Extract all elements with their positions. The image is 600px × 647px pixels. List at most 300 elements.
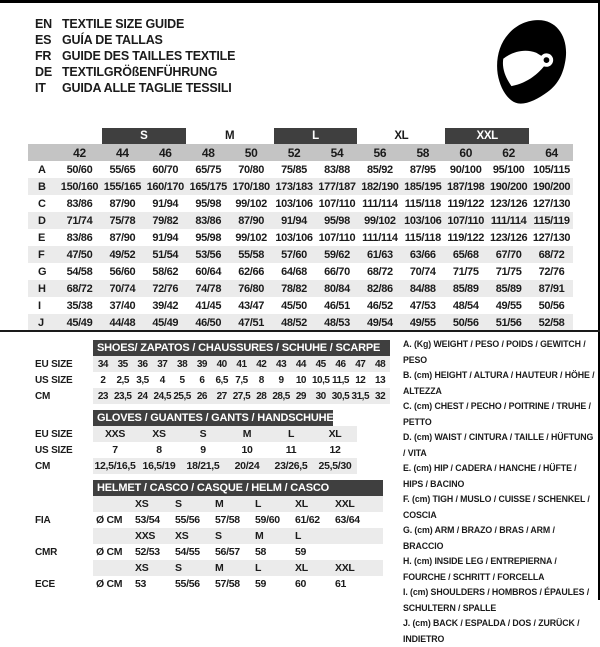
table-cell: 23,5 (113, 390, 132, 402)
table-cell: S (199, 428, 207, 440)
legend-item: A. (Kg) WEIGHT / PESO / POIDS / GEWITCH / PESO (403, 339, 586, 365)
table-cell: 12,5/16,5 (94, 460, 136, 472)
row-label: US SIZE (35, 374, 73, 386)
row-label: CM (35, 390, 51, 402)
row-label: ECE (35, 578, 55, 590)
table-cell: 10 (241, 444, 253, 456)
table-cell: 47 (355, 358, 366, 370)
table-cell: 58 (255, 546, 267, 558)
size-col-48: 48 (201, 145, 215, 160)
table-cell: 24,5 (153, 390, 172, 402)
table-cell: 8 (156, 444, 162, 456)
legend-list (403, 337, 595, 647)
table-cell: 5 (179, 374, 185, 386)
row-label: J (38, 316, 44, 329)
table-cell: 91/94 (152, 231, 179, 244)
size-group-row (28, 127, 573, 144)
table-cell: 70/80 (238, 163, 264, 176)
language-code: IT (35, 81, 46, 95)
table-cell: 55/56 (175, 514, 200, 526)
size-col-54: 54 (330, 145, 344, 160)
shoes-row (28, 356, 390, 372)
table-cell: 45/49 (152, 316, 179, 329)
gloves-table-title: GLOVES / GUANTES / GANTS / HANDSCHUHE / GUANTI (93, 410, 333, 426)
row-label: D (38, 214, 46, 227)
table-cell: 11 (285, 444, 297, 456)
table-cell: XL (328, 428, 342, 440)
table-cell: 60/70 (152, 163, 179, 176)
table-cell: 39/42 (152, 299, 179, 312)
table-cell: 57/58 (215, 514, 240, 526)
row-label: CM (35, 460, 51, 472)
table-cell: 37 (157, 358, 168, 370)
values-band (93, 372, 390, 388)
shoes-table-title: SHOES/ ZAPATOS / CHAUSSURES / SCHUHE / SCARPE (93, 340, 390, 356)
table-cell: 49/54 (366, 316, 393, 329)
table-cell: 27 (216, 390, 227, 402)
table-cell: 107/110 (318, 197, 356, 210)
size-col-62: 62 (502, 145, 515, 160)
guide-title: TEXTILE SIZE GUIDE (62, 17, 185, 31)
table-cell: 50/56 (452, 316, 479, 329)
table-cell: 165/175 (189, 180, 227, 193)
diameter-unit: Ø CM (96, 546, 123, 558)
table-cell: XXS (135, 530, 156, 542)
table-cell: 58/62 (152, 265, 179, 278)
row-label: US SIZE (35, 444, 73, 456)
table-cell: M (215, 498, 224, 510)
table-cell: 83/86 (66, 197, 93, 210)
table-cell: 59/60 (255, 514, 280, 526)
table-cell: 35/38 (66, 299, 93, 312)
table-cell: 2,5 (116, 374, 129, 386)
table-cell: 65/68 (452, 248, 479, 261)
table-cell: 44 (295, 358, 306, 370)
table-cell: 66/70 (324, 265, 350, 278)
helmet-row (28, 576, 390, 592)
table-cell: 49/52 (109, 248, 136, 261)
table-cell: XXL (335, 498, 355, 510)
legend-item: I. (cm) SHOULDERS / HOMBROS / ÉPAULES / SCHULTERN / SPALLE (403, 587, 590, 613)
values-band (93, 458, 357, 474)
size-col-60: 60 (459, 145, 473, 160)
table-cell: 63/64 (335, 514, 360, 526)
table-cell: XS (152, 428, 166, 440)
size-col-44: 44 (116, 145, 129, 160)
table-cell: 127/130 (532, 197, 571, 210)
table-cell: 70/74 (409, 265, 436, 278)
table-cell: 170/180 (232, 180, 270, 193)
table-cell: XS (135, 498, 149, 510)
table-cell: 54/55 (175, 546, 200, 558)
helmet-rows (28, 496, 390, 592)
table-cell: 64/68 (281, 265, 307, 278)
table-cell: 46/51 (324, 299, 350, 312)
table-cell: 85/89 (452, 282, 479, 295)
table-cell: 62/66 (238, 265, 264, 278)
table-cell: 71/75 (495, 265, 522, 278)
table-cell: 12 (355, 374, 366, 386)
table-cell: 87/90 (238, 214, 264, 227)
table-cell: L (287, 428, 295, 440)
size-header-row (28, 144, 573, 161)
table-cell: 47/51 (238, 316, 264, 329)
values-band (93, 388, 390, 404)
table-cell: 59/62 (324, 248, 350, 261)
table-cell: 80/84 (324, 282, 350, 295)
table-cell: 61 (335, 578, 347, 590)
table-cell: 59 (295, 546, 307, 558)
measure-row-b (28, 178, 573, 195)
table-cell: 3,5 (136, 374, 149, 386)
legend-item: H. (cm) INSIDE LEG / ENTREPIERNA / FOURCHE / SCHRITT / FORCELLA (403, 556, 557, 582)
measure-row-e (28, 229, 573, 246)
table-cell: 123/126 (489, 197, 528, 210)
size-group-s: S (102, 128, 186, 144)
table-cell: 41 (236, 358, 247, 370)
table-cell: 107/110 (447, 214, 485, 227)
language-row (35, 48, 235, 64)
table-cell: 49/55 (495, 299, 522, 312)
table-cell: 85/89 (495, 282, 522, 295)
row-label: B (38, 180, 46, 193)
table-cell: 91/94 (281, 214, 307, 227)
table-cell: 83/88 (324, 163, 350, 176)
row-label: A (38, 163, 46, 176)
table-cell: 28,5 (272, 390, 290, 402)
table-cell: 48 (375, 358, 386, 370)
table-cell: 25,5/30 (318, 460, 352, 472)
table-cell: 43 (276, 358, 287, 370)
table-cell: 7,5 (235, 374, 248, 386)
size-col-56: 56 (373, 145, 387, 160)
table-cell: 11,5 (332, 374, 349, 386)
legend-item: B. (cm) HEIGHT / ALTURA / HAUTEUR / HÖHE / ALTEZZA (403, 370, 595, 396)
language-list (35, 16, 235, 96)
guide-title: GUIDA ALLE TAGLIE TESSILI (62, 81, 232, 95)
table-cell: 45/49 (66, 316, 93, 329)
helmet-row (28, 496, 390, 512)
table-cell: 50/60 (66, 163, 93, 176)
table-cell: 115/119 (533, 214, 570, 227)
table-cell: L (255, 562, 262, 574)
table-cell: 45 (315, 358, 326, 370)
table-cell: 47/53 (409, 299, 436, 312)
table-cell: 95/98 (324, 214, 350, 227)
table-cell: 63/66 (409, 248, 436, 261)
table-cell: 123/126 (489, 231, 528, 244)
table-cell: 60/64 (195, 265, 222, 278)
table-cell: M (242, 428, 252, 440)
measure-row-h (28, 280, 573, 297)
table-cell: 51/56 (495, 316, 522, 329)
table-cell: 185/195 (404, 180, 442, 193)
table-cell: 51/54 (152, 248, 179, 261)
table-cell: 50/56 (538, 299, 565, 312)
table-cell: 12 (329, 444, 341, 456)
language-row (35, 64, 235, 80)
table-cell: 103/106 (275, 197, 313, 210)
table-cell: 127/130 (532, 231, 571, 244)
size-col-50: 50 (244, 145, 258, 160)
table-cell: 111/114 (490, 214, 527, 227)
table-cell: 68/72 (66, 282, 93, 295)
table-cell: 37/40 (109, 299, 136, 312)
row-label: H (38, 282, 46, 295)
table-cell: 24 (137, 390, 148, 402)
table-cell: 99/102 (235, 197, 267, 210)
table-cell: 23 (97, 390, 108, 402)
table-cell: 177/187 (318, 180, 356, 193)
table-cell: 56/57 (215, 546, 240, 558)
gloves-row (28, 458, 390, 474)
table-cell: 41/45 (195, 299, 222, 312)
table-cell: 59 (255, 578, 267, 590)
helmet-row (28, 560, 390, 576)
table-cell: 53 (135, 578, 147, 590)
values-band (93, 560, 383, 576)
table-cell: 68/72 (538, 248, 565, 261)
table-cell: 99/102 (235, 231, 267, 244)
row-label: CMR (35, 546, 58, 558)
table-cell: 4 (159, 374, 165, 386)
table-cell: 7 (112, 444, 118, 456)
table-cell: S (175, 498, 182, 510)
shoes-row (28, 372, 390, 388)
table-cell: 25,5 (173, 390, 191, 402)
table-cell: 56/60 (109, 265, 136, 278)
helmet-row (28, 528, 390, 544)
table-cell: 9 (278, 374, 284, 386)
table-cell: 34 (97, 358, 108, 370)
guide-title: GUÍA DE TALLAS (62, 33, 163, 47)
table-cell: 190/200 (489, 180, 528, 193)
table-cell: 53/56 (195, 248, 222, 261)
table-cell: 75/78 (109, 214, 136, 227)
table-cell: 26 (196, 390, 207, 402)
measure-row-c (28, 195, 573, 212)
size-group-xl: XL (394, 129, 409, 142)
table-cell: 71/74 (66, 214, 93, 227)
language-row (35, 80, 235, 96)
values-band (93, 512, 383, 528)
table-cell: 87/95 (409, 163, 436, 176)
table-cell: 119/122 (447, 231, 485, 244)
table-cell: 55/65 (109, 163, 136, 176)
table-cell: M (255, 530, 264, 542)
table-cell: 52/58 (538, 316, 565, 329)
table-cell: 70/74 (109, 282, 136, 295)
table-cell: 79/82 (152, 214, 179, 227)
table-cell: S (175, 562, 182, 574)
table-cell: 44/48 (109, 316, 136, 329)
table-cell: 57/58 (215, 578, 240, 590)
values-band (93, 496, 383, 512)
measure-row-a (28, 161, 573, 178)
language-row (35, 16, 235, 32)
table-cell: 85/92 (366, 163, 393, 176)
table-cell: 95/98 (195, 197, 222, 210)
table-cell: M (215, 562, 224, 574)
legend-item: F. (cm) TIGH / MUSLO / CUISSE / SCHENKEL / COSCIA (403, 494, 590, 520)
section-divider (0, 330, 600, 332)
table-cell: 95/100 (492, 163, 525, 176)
legend-item: C. (cm) CHEST / PECHO / POITRINE / TRUHE / PETTO (403, 401, 591, 427)
size-col-42: 42 (73, 145, 86, 160)
row-label: I (38, 299, 41, 312)
language-code: FR (35, 49, 52, 63)
measure-row-d (28, 212, 573, 229)
table-cell: 67/70 (495, 248, 522, 261)
guide-title: TEXTILGRÖßENFÜHRUNG (62, 65, 218, 79)
size-group-l: L (274, 128, 358, 144)
table-cell: 107/110 (318, 231, 356, 244)
table-cell: 48/54 (452, 299, 479, 312)
table-cell: 18/21,5 (186, 460, 220, 472)
table-cell: 61/63 (366, 248, 393, 261)
language-row (35, 32, 235, 48)
gloves-table (28, 410, 390, 474)
table-cell: 84/88 (409, 282, 436, 295)
table-cell: 187/198 (447, 180, 485, 193)
size-col-64: 64 (545, 145, 558, 160)
legend-item: D. (cm) WAIST / CINTURA / TAILLE / HÜFTUNG / VITA (403, 432, 594, 458)
table-cell: 160/170 (146, 180, 184, 193)
main-size-table (28, 127, 573, 331)
table-cell: 48/52 (281, 316, 307, 329)
diameter-unit: Ø CM (96, 514, 123, 526)
values-band (93, 426, 357, 442)
size-group-m: M (225, 129, 235, 142)
gloves-rows (28, 426, 390, 474)
table-cell: 103/106 (275, 231, 313, 244)
table-cell: 30 (315, 390, 326, 402)
table-cell: 29 (295, 390, 306, 402)
helmet-icon (490, 15, 568, 111)
table-cell: 90/100 (449, 163, 482, 176)
table-cell: 36 (137, 358, 148, 370)
table-cell: XXL (335, 562, 355, 574)
row-label: F (38, 248, 45, 261)
table-cell: 119/122 (447, 197, 485, 210)
measure-row-g (28, 263, 573, 280)
table-cell: L (295, 530, 302, 542)
table-cell: 43/47 (238, 299, 264, 312)
size-col-46: 46 (158, 145, 172, 160)
lower-tables (28, 340, 390, 598)
table-cell: 74/78 (195, 282, 222, 295)
table-cell: 57/60 (281, 248, 307, 261)
table-cell: 46 (335, 358, 346, 370)
table-cell: XXS (104, 428, 126, 440)
table-cell: 55/58 (238, 248, 264, 261)
table-cell: 8 (258, 374, 264, 386)
table-cell: 39 (196, 358, 207, 370)
table-cell: 35 (117, 358, 128, 370)
helmet-table-title: HELMET / CASCO / CASQUE / HELM / CASCO (93, 480, 383, 496)
table-cell: 87/91 (538, 282, 565, 295)
table-cell: XS (135, 562, 149, 574)
table-cell: 28 (256, 390, 267, 402)
table-cell: 105/115 (533, 163, 570, 176)
size-col-52: 52 (287, 145, 301, 160)
table-cell: 83/86 (195, 214, 222, 227)
table-cell: 40 (216, 358, 227, 370)
table-cell: XL (295, 562, 308, 574)
helmet-table (28, 480, 390, 592)
table-cell: 6 (199, 374, 205, 386)
table-cell: 61/62 (295, 514, 320, 526)
size-col-58: 58 (416, 145, 430, 160)
language-code: ES (35, 33, 52, 47)
table-cell: 87/90 (109, 197, 136, 210)
table-cell: 71/75 (452, 265, 479, 278)
diameter-unit: Ø CM (96, 578, 123, 590)
row-label: E (38, 231, 45, 244)
table-cell: 173/183 (275, 180, 313, 193)
table-cell: 30,5 (331, 390, 350, 402)
gloves-row (28, 426, 390, 442)
table-cell: 49/55 (409, 316, 436, 329)
size-group-xxl: XXL (445, 128, 529, 144)
table-cell: 46/50 (195, 316, 222, 329)
table-cell: 111/114 (362, 231, 398, 244)
table-cell: 72/76 (538, 265, 565, 278)
values-band (93, 356, 390, 372)
table-cell: 42 (256, 358, 267, 370)
table-cell: 31,5 (351, 390, 370, 402)
table-cell: 16,5/19 (142, 460, 176, 472)
table-cell: XS (175, 530, 189, 542)
table-cell: 32 (375, 390, 386, 402)
values-band (93, 528, 383, 544)
table-cell: 20/24 (234, 460, 260, 472)
table-cell: 23/26,5 (274, 460, 308, 472)
table-cell: 68/72 (366, 265, 393, 278)
table-cell: 83/86 (66, 231, 93, 244)
table-cell: 111/114 (362, 197, 398, 210)
row-label: FIA (35, 514, 51, 526)
table-cell: 53/54 (135, 514, 160, 526)
table-cell: 115/118 (404, 231, 441, 244)
table-cell: 2 (100, 374, 106, 386)
table-cell: 10,5 (311, 374, 330, 386)
table-cell: 9 (200, 444, 206, 456)
row-label: G (38, 265, 47, 278)
legend-item: J. (cm) BACK / ESPALDA / DOS / ZURÜCK / INDIETRO (403, 618, 580, 644)
table-cell: 72/76 (152, 282, 179, 295)
table-cell: 95/98 (195, 231, 222, 244)
table-cell: 46/52 (366, 299, 393, 312)
values-band (93, 576, 383, 592)
table-cell: 13 (375, 374, 386, 386)
shoes-row (28, 388, 390, 404)
row-label: EU SIZE (35, 358, 73, 370)
table-cell: 150/160 (60, 180, 99, 193)
table-cell: 75/85 (281, 163, 307, 176)
table-cell: 48/53 (324, 316, 350, 329)
table-cell: 155/165 (103, 180, 142, 193)
guide-title: GUIDE DES TAILLES TEXTILE (62, 49, 236, 63)
table-cell: XL (295, 498, 308, 510)
table-cell: 38 (177, 358, 188, 370)
shoes-rows (28, 356, 390, 404)
gloves-row (28, 442, 390, 458)
values-band (93, 544, 383, 560)
table-cell: 60 (295, 578, 307, 590)
table-cell: 91/94 (152, 197, 179, 210)
legend-item: E. (cm) HIP / CADERA / HANCHE / HÜFTE / HIPS / BACINO (403, 463, 577, 489)
